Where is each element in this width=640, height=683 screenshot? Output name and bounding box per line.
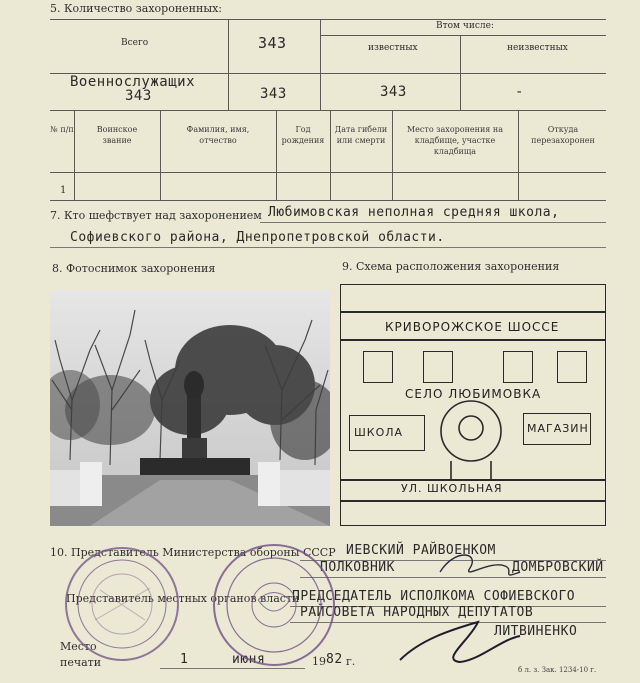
patron-line2: Софиевского района, Днепропетровской области. — [70, 230, 445, 245]
row-label: Военнослужащих — [70, 74, 196, 90]
header-reburied-from: Откуда перезахоронен — [531, 125, 595, 145]
officer-rank: ПОЛКОВНИК — [320, 560, 395, 575]
date-year: 82 — [326, 652, 343, 667]
section5-title: 5. Количество захороненных: — [50, 2, 223, 15]
vsego-value: 343 — [258, 34, 287, 52]
col-neizvestnyh: неизвестных — [507, 43, 568, 53]
col-izvestnyh: известных — [368, 43, 418, 53]
school-label: ШКОЛА — [354, 426, 404, 439]
officer-name: ДОМБРОВСКИЙ — [512, 560, 604, 575]
section9-label: 9. Схема расположения захоронения — [342, 260, 560, 273]
commissariat: ИЕВСКИЙ РАЙВОЕНКОМ — [346, 543, 496, 558]
road-label: КРИВОРОЖСКОЕ ШОССЕ — [385, 320, 560, 334]
signature-chairman — [400, 622, 520, 662]
mesto-label: Место — [60, 640, 97, 653]
header-burial-place: Место захоронения на кладбище, участке кладбища — [406, 125, 503, 156]
local-rep-line2: РАЙСОВЕТА НАРОДНЫХ ДЕПУТАТОВ — [300, 605, 534, 620]
round-stamp-left — [66, 548, 178, 660]
header-birth-year: Год рождения — [281, 125, 325, 145]
section7-label: 7. Кто шефствует над захоронением — [50, 209, 262, 222]
pechati-label: печати — [60, 656, 102, 669]
local-rep-name: ЛИТВИНЕНКО — [494, 624, 578, 639]
section8-label: 8. Фотоснимок захоронения — [52, 262, 216, 275]
header-number: № п/п — [50, 125, 74, 134]
row-izvestnyh: 343 — [380, 84, 407, 100]
village-label: СЕЛО ЛЮБИМОВКА — [405, 387, 542, 401]
signature-commissar — [440, 555, 520, 575]
col-vsego: Всего — [121, 38, 149, 48]
year-prefix: 19 — [312, 655, 326, 668]
patron-line1: Любимовская неполная средняя школа, — [268, 205, 560, 220]
street-label: УЛ. ШКОЛЬНАЯ — [401, 482, 503, 495]
row-neizvestnyh: - — [515, 84, 524, 100]
section10-label: 10. Представитель Министерства обороны СССР — [50, 546, 336, 559]
header-name: Фамилия, имя, отчество — [186, 125, 250, 145]
header-death-date: Дата гибели или смерти — [334, 125, 388, 145]
shop-label: МАГАЗИН — [527, 422, 589, 435]
date-month: июня — [232, 652, 266, 667]
date-day: 1 — [180, 652, 189, 667]
round-stamp-center — [214, 545, 334, 665]
local-rep-line1: ПРЕДСЕДАТЕЛЬ ИСПОЛКОМА СОФИЕВСКОГО — [292, 589, 576, 604]
header-rank: Воинское звание — [96, 125, 138, 145]
row-number: 1 — [60, 185, 67, 196]
row-vsego: 343 — [260, 86, 287, 102]
print-code: б л. з. Зак. 1234-10 г. — [518, 666, 597, 674]
vtom-chisle: Втом числе: — [436, 21, 494, 31]
year-suffix: г. — [346, 655, 356, 668]
row-label-value: 343 — [125, 88, 152, 104]
local-rep-label: Представитель местных органов власти — [66, 592, 300, 605]
